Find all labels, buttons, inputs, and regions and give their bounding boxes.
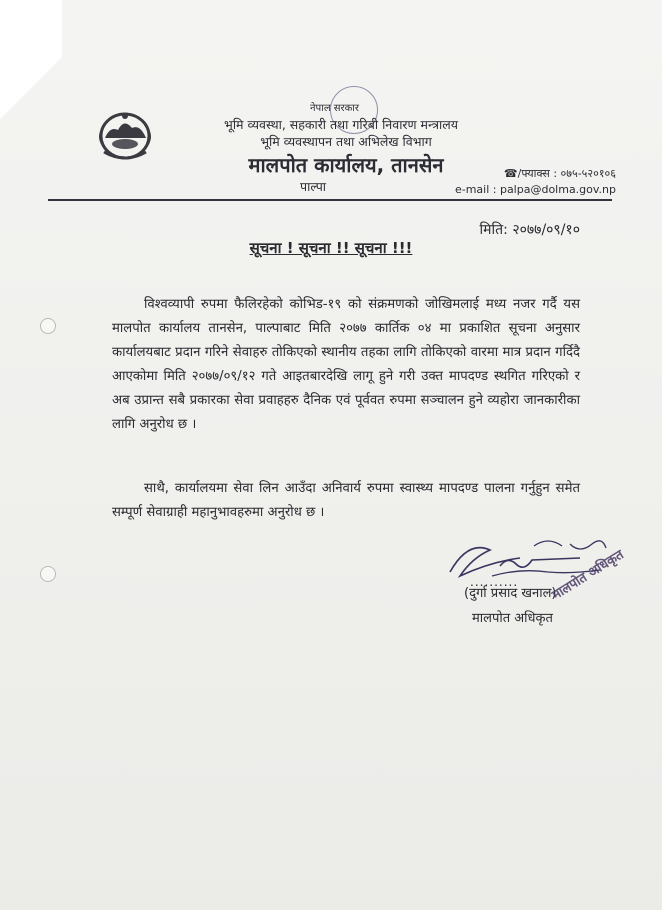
punch-hole-bottom xyxy=(40,566,56,582)
paper-fold xyxy=(0,0,62,200)
signature-dots: .......... xyxy=(470,575,519,589)
office-name: मालपोत कार्यालय, तानसेन xyxy=(248,153,444,177)
office-stamp: मालपोत अधिकृत xyxy=(549,547,627,604)
signatory-name: (दुर्गा प्रसाद खनाल) xyxy=(464,586,557,601)
punch-hole-top xyxy=(40,318,56,334)
district-name: पाल्पा xyxy=(300,179,327,194)
header-rule xyxy=(48,199,612,201)
letter-date: मिति: २०७७/०९/१० xyxy=(479,222,580,238)
govt-name: नेपाल सरकार xyxy=(310,103,359,114)
department-name: भूमि व्यवस्थापन तथा अभिलेख विभाग xyxy=(260,134,432,149)
paragraph-main: विश्वव्यापी रुपमा फैलिरहेको कोभिड-१९ को संक्रमणको जोखिमलाई मध्य नजर गर्दै यस मालपोत कार्यालय तानसेन, पाल्पाबाट मिति २०७७ कार्तिक ०४ मा प्रकाशित सूचना अनुसार कार्यालयबाट प्रदान गरिने सेवाहरु तोकिएको स्थानीय तहका लागि तोकिएको वारमा मात्र प्रदान गर्दिदै आएकोमा मिति २०७७/०९/१२ गते आइतबारदेखि लागू हुने गरी उक्त मापदण्ड स्थगित गरिएको र अब उप्रान्त सबै प्रकारका सेवा प्रवाहहरु दैनिक एवं पूर्ववत रुपमा सञ्चालन हुने व्यहोरा जानकारीका लागि अनुरोध छ । xyxy=(112,297,580,432)
ministry-name: भूमि व्यवस्था, सहकारी तथा गरिबी निवारण मन्त्रालय xyxy=(224,117,458,132)
signatory-title: मालपोत अधिकृत xyxy=(472,611,553,626)
nepal-emblem-icon xyxy=(96,108,154,162)
notice-heading: सूचना ! सूचना !! सूचना !!! xyxy=(249,239,413,257)
paragraph-second: साथै, कार्यालयमा सेवा लिन आउँदा अनिवार्य रुपमा स्वास्थ्य मापदण्ड पालना गर्नुहुन समेत सम्पूर्ण सेवाग्राही महानुभावहरुमा अनुरोध छ । xyxy=(112,481,580,520)
email-address: e-mail : palpa@dolma.gov.np xyxy=(454,183,616,196)
phone-fax: ☎/फ्याक्स : ०७५-५२०१०६ xyxy=(503,167,616,180)
